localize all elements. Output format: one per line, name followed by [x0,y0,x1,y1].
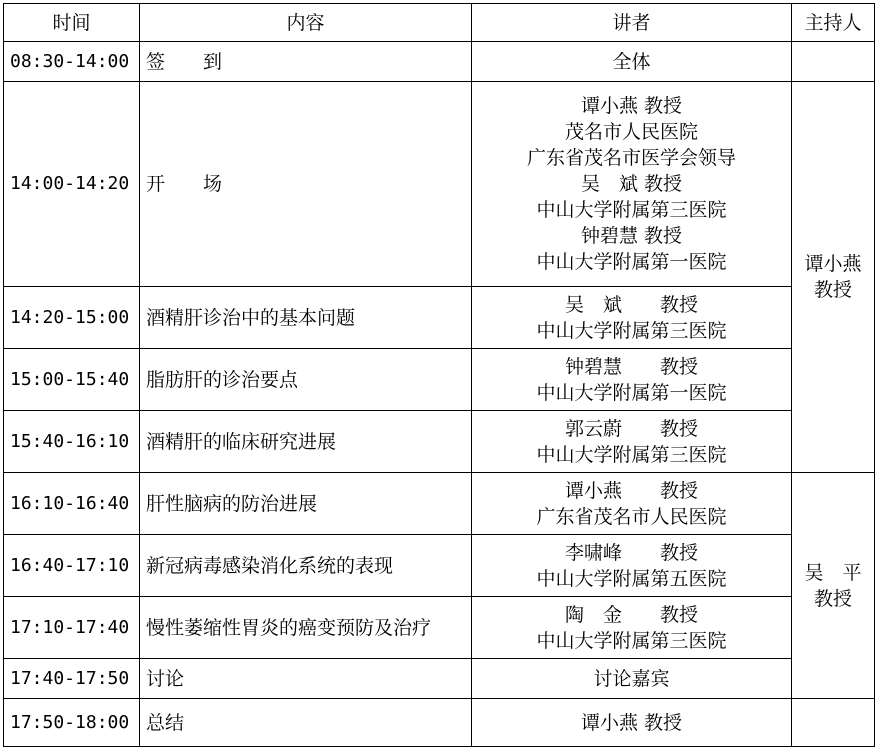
host-title: 教授 [813,279,852,301]
content-cell: 酒精肝诊治中的基本问题 [140,287,472,349]
speaker-line: 讨论嘉宾 [593,667,670,690]
table-row [4,699,875,747]
host-name: 谭小燕 [804,253,862,275]
speaker-cell [472,82,792,287]
speaker-line: 中山大学附属第三医院 [536,443,727,466]
table-row [4,42,875,82]
speaker-line: 中山大学附属第五医院 [536,567,727,590]
content-cell: 慢性萎缩性胃炎的癌变预防及治疗 [140,597,472,659]
host-cell [792,473,875,699]
header-row [4,4,875,42]
host-name: 吴 平 [804,561,862,584]
time-cell: 16:40-17:10 [4,535,140,597]
time-cell: 14:00-14:20 [4,82,140,287]
header-time: 时间 [4,4,140,42]
schedule-table [3,3,875,747]
table-row [4,411,875,473]
content-cell: 开 场 [140,82,472,287]
speaker-cell [472,699,792,747]
table-row [4,659,875,699]
speaker-line: 钟碧慧 教授 [580,225,683,247]
speaker-line: 中山大学附属第三医院 [536,629,727,652]
time-cell: 08:30-14:00 [4,42,140,82]
speaker-line: 谭小燕 教授 [564,479,698,502]
speaker-line: 李啸峰 教授 [564,541,698,564]
content-cell: 肝性脑病的防治进展 [140,473,472,535]
content-cell: 讨论 [140,659,472,699]
speaker-line: 中山大学附属第三医院 [536,319,727,342]
speaker-cell [472,349,792,411]
speaker-cell [472,473,792,535]
speaker-cell [472,287,792,349]
speaker-cell [472,42,792,82]
time-cell: 15:40-16:10 [4,411,140,473]
speaker-line: 广东省茂名市人民医院 [536,505,727,528]
speaker-line: 谭小燕 教授 [580,95,683,117]
time-cell: 14:20-15:00 [4,287,140,349]
speaker-line: 谭小燕 教授 [580,711,683,734]
time-cell: 17:10-17:40 [4,597,140,659]
host-cell [792,82,875,473]
host-cell-empty [792,699,875,747]
speaker-line: 吴 斌 教授 [580,173,683,195]
speaker-line: 钟碧慧 教授 [564,355,698,378]
speaker-cell [472,597,792,659]
table-row [4,287,875,349]
table-row [4,82,875,287]
time-cell: 17:40-17:50 [4,659,140,699]
speaker-cell [472,411,792,473]
speaker-line: 中山大学附属第一医院 [536,381,727,404]
speaker-cell [472,535,792,597]
time-cell: 17:50-18:00 [4,699,140,747]
content-cell: 酒精肝的临床研究进展 [140,411,472,473]
time-cell: 16:10-16:40 [4,473,140,535]
host-title: 教授 [813,587,852,610]
header-speaker: 讲者 [472,4,792,42]
table-row [4,535,875,597]
table-row [4,597,875,659]
content-cell: 新冠病毒感染消化系统的表现 [140,535,472,597]
table-row [4,473,875,535]
speaker-line: 郭云蔚 教授 [564,417,698,440]
time-cell: 15:00-15:40 [4,349,140,411]
content-cell: 总结 [140,699,472,747]
speaker-cell [472,659,792,699]
speaker-line: 全体 [612,50,651,73]
speaker-line: 茂名市人民医院 [564,121,698,143]
content-cell: 脂肪肝的诊治要点 [140,349,472,411]
header-host: 主持人 [792,4,875,42]
content-cell: 签 到 [140,42,472,82]
speaker-line: 中山大学附属第一医院 [536,251,727,273]
speaker-line: 陶 金 教授 [564,603,698,626]
table-row [4,349,875,411]
speaker-line: 中山大学附属第三医院 [536,199,727,221]
speaker-line: 吴 斌 教授 [564,293,698,316]
host-cell-empty [792,42,875,82]
speaker-line: 广东省茂名市医学会领导 [526,147,736,169]
header-content: 内容 [140,4,472,42]
